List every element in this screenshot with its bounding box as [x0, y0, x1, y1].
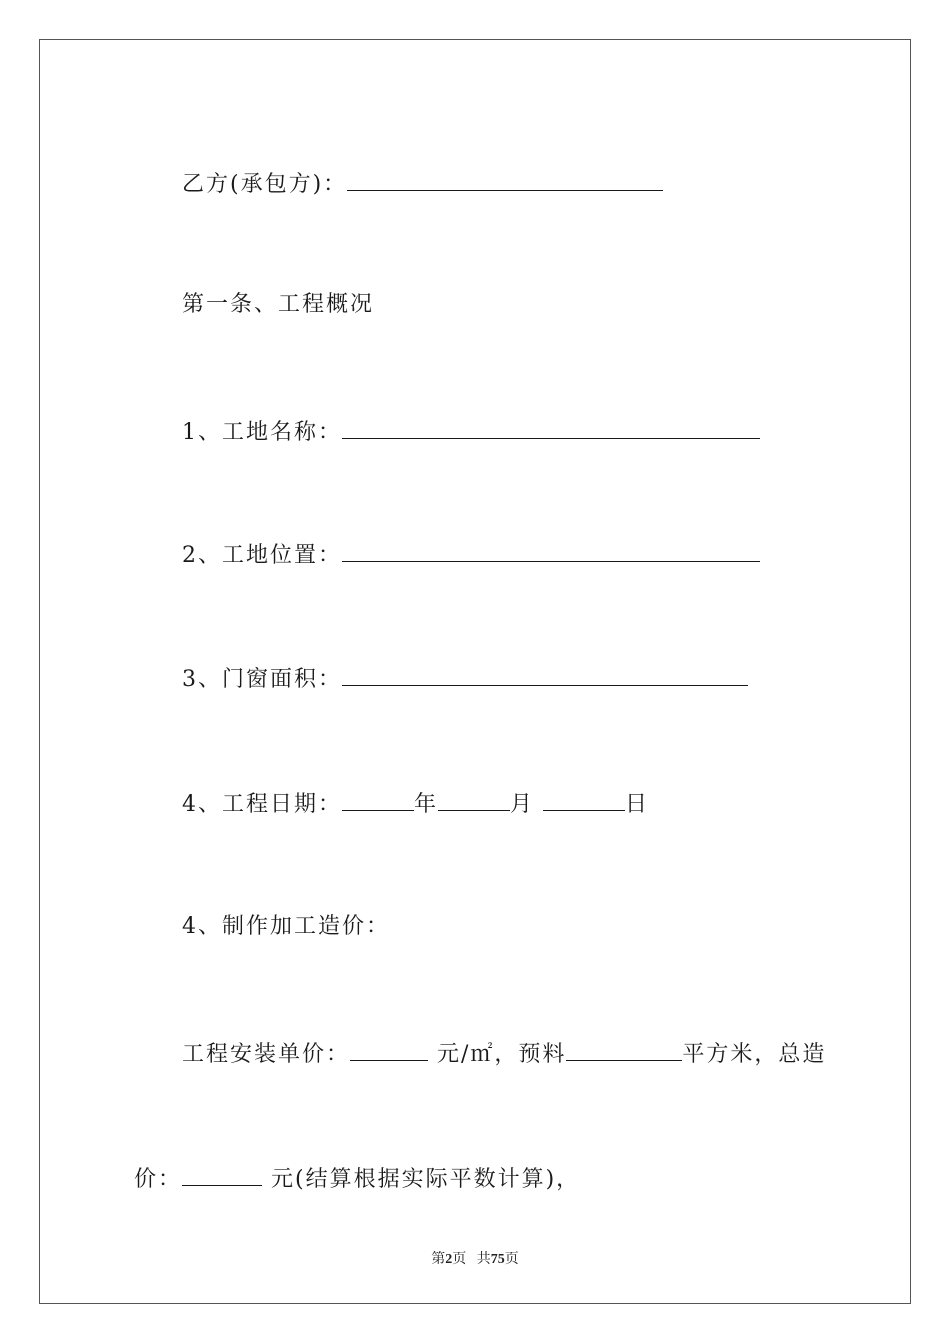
- window-area-blank: [342, 663, 748, 686]
- unit-price-line: [164, 1008, 826, 1070]
- site-location-line: [164, 509, 760, 571]
- year-blank: [342, 788, 414, 811]
- page-footer: [0, 1248, 950, 1268]
- total-price-note: 元(结算根据实际平数计算)，: [262, 1167, 581, 1192]
- total-price-blank: [182, 1163, 262, 1186]
- site-location-label: 2、工地位置：: [182, 543, 342, 568]
- party-b-label: 乙方(承包方)：: [182, 172, 348, 197]
- site-location-blank: [342, 539, 760, 562]
- total-price-label: 价：: [134, 1167, 183, 1192]
- month-blank: [438, 788, 510, 811]
- unit-price-unit: 元/㎡，预料: [428, 1042, 567, 1067]
- estimated-area-blank: [566, 1038, 682, 1061]
- article-one-title: 第一条、工程概况: [182, 292, 375, 317]
- unit-price-label: 工程安装单价：: [182, 1042, 351, 1067]
- site-name-label: 1、工地名称：: [182, 420, 342, 445]
- project-date-line: [164, 758, 649, 820]
- month-label: 月: [510, 792, 535, 817]
- fabrication-cost-label: 4、制作加工造价：: [182, 914, 390, 939]
- day-blank: [543, 788, 625, 811]
- page-prefix: 第: [431, 1252, 446, 1267]
- window-area-line: [164, 633, 748, 695]
- day-label: 日: [625, 792, 650, 817]
- party-b-blank: [347, 168, 663, 191]
- site-name-blank: [342, 416, 760, 439]
- total-suffix: 页: [504, 1252, 519, 1267]
- total-prefix: 共: [476, 1252, 491, 1267]
- fabrication-cost-line: [164, 882, 390, 942]
- site-name-line: [164, 386, 760, 448]
- window-area-label: 3、门窗面积：: [182, 667, 342, 692]
- area-unit-label: 平方米，总造: [682, 1042, 827, 1067]
- project-date-label: 4、工程日期：: [182, 792, 342, 817]
- page-suffix: 页: [452, 1252, 467, 1267]
- year-label: 年: [414, 792, 439, 817]
- party-b-line: [164, 138, 663, 200]
- page-number: 2: [445, 1252, 453, 1267]
- total-pages: 75: [490, 1252, 505, 1267]
- article-one-heading: [164, 260, 374, 320]
- unit-price-blank: [350, 1038, 428, 1061]
- total-price-line: [116, 1133, 580, 1195]
